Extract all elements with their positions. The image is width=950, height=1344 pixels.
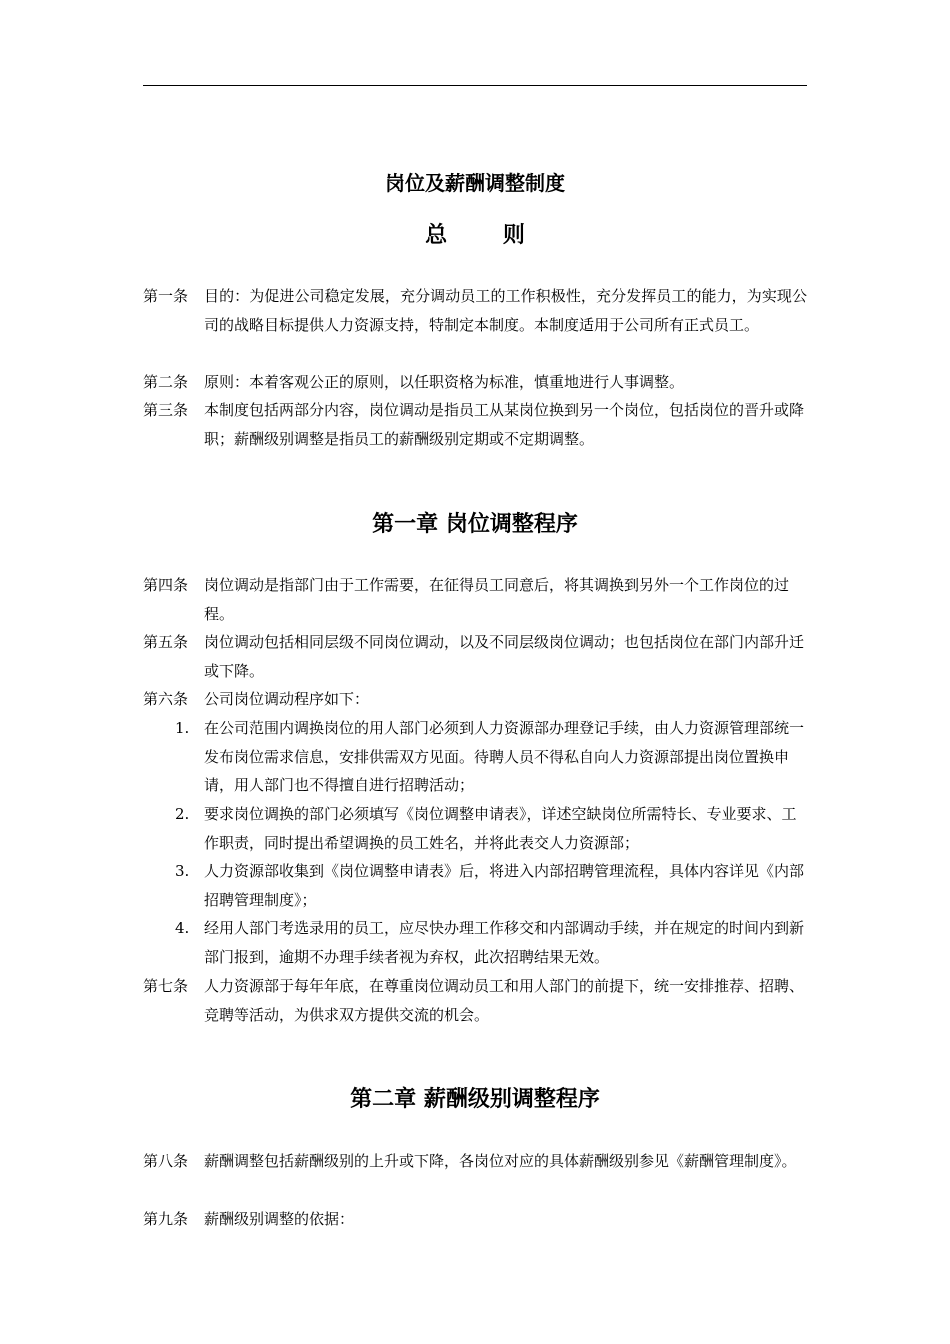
document-title: 岗位及薪酬调整制度: [385, 171, 565, 195]
item-number: 2.: [175, 805, 190, 823]
article-label: 第一条: [143, 287, 189, 305]
article-label: 第四条: [143, 576, 189, 594]
article-text: 岗位调动是指部门由于工作需要，在征得员工同意后，将其调换到另外一个工作岗位的过程。: [204, 576, 790, 623]
article-4: [143, 571, 807, 628]
item-number: 3.: [175, 862, 190, 880]
article-text: 薪酬调整包括薪酬级别的上升或下降，各岗位对应的具体薪酬级别参见《薪酬管理制度》。: [204, 1152, 797, 1170]
chapter-1-title: 第一章 岗位调整程序: [372, 512, 578, 537]
article-8: [143, 1147, 807, 1176]
article-text: 目的：为促进公司稳定发展，充分调动员工的工作积极性，充分发挥员工的能力，为实现公司的战略目标提供人力资源支持，特制定本制度。本制度适用于公司所有正式员工。: [204, 287, 807, 334]
article-label: 第九条: [143, 1210, 189, 1228]
item-number: 1.: [175, 719, 190, 737]
article-6: [143, 685, 807, 714]
item-text: 在公司范围内调换岗位的用人部门必须到人力资源部办理登记手续，由人力资源管理部统一发布岗位需求信息，安排供需双方见面。待聘人员不得私自向人力资源部提出岗位置换申请，用人部门也不得擅自进行招聘活动；: [204, 719, 805, 795]
article-1: [143, 282, 807, 339]
procedure-item-4: [143, 914, 807, 971]
article-text: 公司岗位调动程序如下：: [204, 690, 370, 708]
chapter-2-title: 第二章 薪酬级别调整程序: [350, 1087, 600, 1112]
procedure-item-1: [143, 714, 807, 800]
article-label: 第七条: [143, 977, 189, 995]
procedure-item-2: [143, 800, 807, 857]
item-text: 经用人部门考选录用的员工，应尽快办理工作移交和内部调动手续，并在规定的时间内到新部门报到，逾期不办理手续者视为弃权，此次招聘结果无效。: [204, 919, 805, 966]
procedure-item-3: [143, 857, 807, 914]
article-9: [143, 1205, 807, 1234]
item-text: 人力资源部收集到《岗位调整申请表》后，将进入内部招聘管理流程，具体内容详见《内部招聘管理制度》；: [204, 862, 805, 909]
article-label: 第二条: [143, 373, 189, 391]
article-label: 第五条: [143, 633, 189, 651]
article-text: 原则：本着客观公正的原则，以任职资格为标准，慎重地进行人事调整。: [204, 373, 685, 391]
article-text: 薪酬级别调整的依据：: [204, 1210, 355, 1228]
article-label: 第八条: [143, 1152, 189, 1170]
item-text: 要求岗位调换的部门必须填写《岗位调整申请表》，详述空缺岗位所需特长、专业要求、工作职责，同时提出希望调换的员工姓名，并将此表交人力资源部；: [204, 805, 797, 852]
item-number: 4.: [175, 919, 190, 937]
article-text: 本制度包括两部分内容，岗位调动是指员工从某岗位换到另一个岗位，包括岗位的晋升或降职；薪酬级别调整是指员工的薪酬级别定期或不定期调整。: [204, 401, 805, 448]
section-general-heading: 总 则: [425, 223, 549, 248]
article-3: [143, 396, 807, 453]
article-text: 人力资源部于每年年底，在尊重岗位调动员工和用人部门的前提下，统一安排推荐、招聘、竞聘等活动，为供求双方提供交流的机会。: [204, 977, 805, 1024]
article-7: [143, 972, 807, 1029]
article-2: [143, 368, 807, 397]
article-5: [143, 628, 807, 685]
article-label: 第三条: [143, 401, 189, 419]
article-label: 第六条: [143, 690, 189, 708]
article-text: 岗位调动包括相同层级不同岗位调动，以及不同层级岗位调动；也包括岗位在部门内部升迁或下降。: [204, 633, 805, 680]
header-rule: [143, 85, 807, 86]
